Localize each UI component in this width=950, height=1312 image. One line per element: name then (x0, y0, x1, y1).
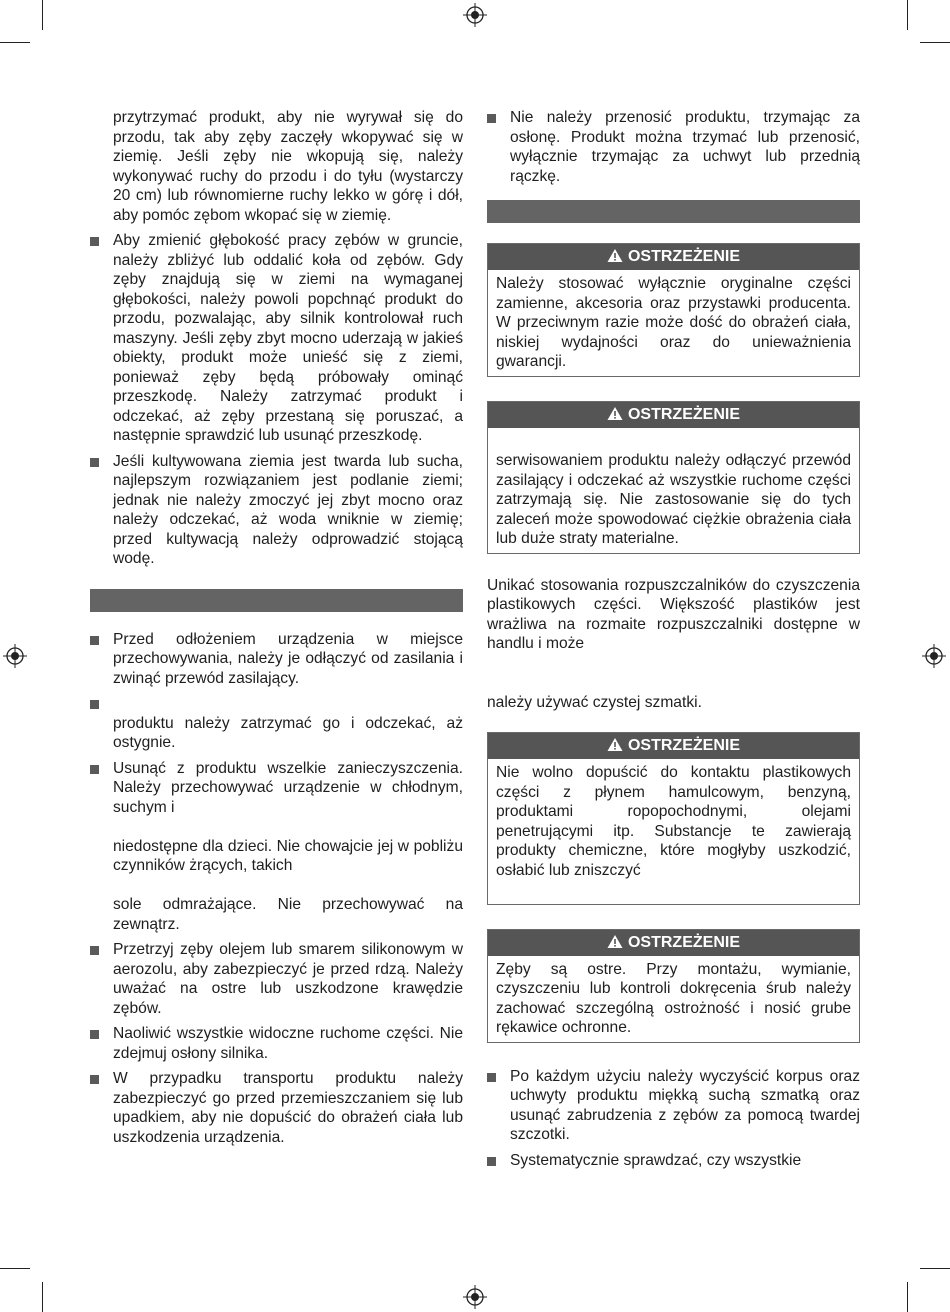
bullet-square-icon (90, 237, 99, 246)
list-item: Usunąć z produktu wszelkie zanieczyszczenia. Należy przechowywać urządzenie w chłodnym, suchym i niedostępne dla dzieci. Nie chowajcie jej w pobliżu czynników żrących, takich sole odmrażające. Nie przechowywać na zewnątrz. (90, 759, 463, 935)
list-item: Jeśli kultywowana ziemia jest twarda lub sucha, najlepszym rozwiązaniem jest podlanie ziemi; jednak nie należy zmoczyć jej zbyt mocno oraz należy odczekać, aż woda wniknie w ziemię; przed kultywacją należy odprowadzić stojącą wodę. (90, 452, 463, 569)
list-item: Naoliwić wszystkie widoczne ruchome części. Nie zdejmuj osłony silnika. (90, 1024, 463, 1063)
warning-box (487, 401, 860, 554)
registration-mark-icon (3, 644, 27, 668)
registration-mark-icon (463, 1285, 487, 1309)
registration-mark-icon (463, 3, 487, 27)
warning-text: Należy stosować wyłącznie oryginalne części zamienne, akcesoria oraz przystawki producenta. W przeciwnym razie może dość do obrażeń ciała, niskiej wydajności oraz do unieważnienia gwarancji. (496, 275, 851, 370)
section-heading-bar (90, 589, 463, 612)
bullet-square-icon (90, 636, 99, 645)
cleaning-paragraph-end: należy używać czystej szmatki. (487, 693, 702, 711)
bullet-square-icon (487, 1073, 496, 1082)
crop-mark (907, 0, 908, 30)
registration-mark-icon (922, 644, 946, 668)
warning-text: Nie wolno dopuścić do kontaktu plastikowych części z płynem hamulcowym, benzyną, produktami ropopochodnymi, olejami penetrującymi itp. Substancje te zawierają produkty chemiczne, które mogłyby uszkodzić, osłabić lub zniszczyć (496, 764, 851, 879)
crop-mark (42, 0, 43, 30)
bullet-list-carry (487, 108, 860, 186)
list-item: Przed odłożeniem urządzenia w miejsce przechowywania, należy je odłączyć od zasilania i zwinąć przewód zasilający. (90, 630, 463, 689)
bullet-list-cleaning (487, 1067, 860, 1171)
list-item: Aby zmienić głębokość pracy zębów w gruncie, należy zbliżyć lub oddalić koła od zębów. Gdy zęby znajdują się w ziemi na wymaganej głębokości, należy powoli popchnąć produkt do przodu, pozwalając, aby silnik kontrolował ruch maszyny. Jeśli zęby zbyt mocno uderzają w jakieś obiekty, produkt może unieść się z ziemi, ponieważ zęby będą próbowały ominąć przeszkodę. Należy zatrzymać produkt i odczekać, aż zęby przestaną się poruszać, a następnie sprawdzić lub usunąć przeszkodę. (90, 231, 463, 446)
bullet-square-icon (90, 1030, 99, 1039)
list-item: Po każdym użyciu należy wyczyścić korpus oraz uchwyty produktu miękką suchą szmatką oraz usunąć zabrudzenia z zębów za pomocą twardej szczotki. (487, 1067, 860, 1145)
cleaning-paragraph: Unikać stosowania rozpuszczalników do czyszczenia plastikowych części. Większość plastików jest wrażliwa na rozmaite rozpuszczalniki dostępne w handlu i może (487, 576, 860, 652)
warning-text: serwisowaniem produktu należy odłączyć przewód zasilający i odczekać aż wszystkie ruchome części zatrzymają się. Nie zastosowanie się do tych zaleceń może spowodować ciężkie obrażenia ciała lub duże straty materialne. (496, 452, 851, 547)
crop-mark (0, 42, 30, 43)
warning-box (487, 929, 860, 1043)
warning-triangle-icon (607, 737, 623, 752)
bullet-square-icon (90, 765, 99, 774)
list-item: W przypadku transportu produktu należy zabezpieczyć go przed przemieszczaniem się lub upadkiem, aby nie dopuścić do obrażeń ciała lub uszkodzenia urządzenia. (90, 1069, 463, 1147)
warning-triangle-icon (607, 406, 623, 421)
bullet-square-icon (487, 1157, 496, 1166)
crop-mark (0, 1268, 30, 1269)
bullet-square-icon (90, 458, 99, 467)
bullet-list-storage (90, 630, 463, 1148)
intro-paragraph: przytrzymać produkt, aby nie wyrywał się do przodu, tak aby zęby zaczęły wkopywać się w ziemię. Jeśli zęby nie wkopują się, należy wykonywać ruchy do przodu i do tyłu (wystarczy 20 cm) lub równomierne ruchy lekko w górę i dół, aby pomóc zębom wkopać się w ziemię. (113, 109, 463, 224)
warning-triangle-icon (607, 934, 623, 949)
left-column (90, 108, 463, 1153)
list-item: Przetrzyj zęby olejem lub smarem silikonowym w aerozolu, aby zabezpieczyć je przed rdzą. Należy uważać na ostre lub uszkodzone krawędzie zębów. (90, 940, 463, 1018)
crop-mark (920, 1268, 950, 1269)
list-item: Nie należy przenosić produktu, trzymając za osłonę. Produkt można trzymać lub przenosić, wyłącznie trzymając za uchwyt lub przednią rączkę. (487, 108, 860, 186)
bullet-square-icon (90, 946, 99, 955)
warning-header: OSTRZEŻENIE (488, 733, 859, 759)
warning-box (487, 243, 860, 377)
list-item: produktu należy zatrzymać go i odczekać, aż ostygnie. (90, 694, 463, 753)
bullet-square-icon (487, 114, 496, 123)
crop-mark (920, 42, 950, 43)
crop-mark (42, 1282, 43, 1312)
warning-triangle-icon (607, 248, 623, 263)
bullet-square-icon (90, 1075, 99, 1084)
warning-box (487, 732, 860, 905)
crop-mark (907, 1282, 908, 1312)
right-column (487, 108, 860, 1176)
bullet-square-icon (90, 700, 99, 709)
bullet-list-usage (90, 231, 463, 569)
warning-header: OSTRZEŻENIE (488, 244, 859, 270)
warning-header: OSTRZEŻENIE (488, 930, 859, 956)
warning-text: Zęby są ostre. Przy montażu, wymianie, czyszczeniu lub kontroli dokręcenia śrub należy zachować szczególną ostrożność i nosić grube rękawice ochronne. (496, 960, 851, 1036)
list-item: Systematycznie sprawdzać, czy wszystkie (487, 1151, 860, 1171)
section-heading-bar (487, 200, 860, 223)
warning-header: OSTRZEŻENIE (488, 402, 859, 428)
